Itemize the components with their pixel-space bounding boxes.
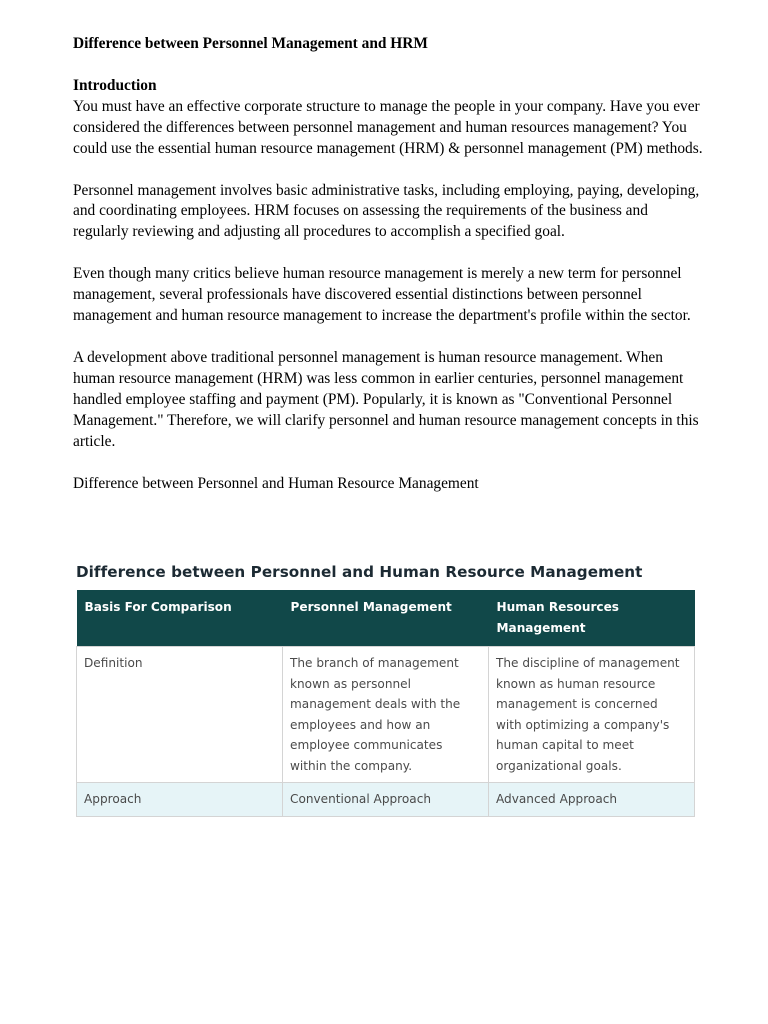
header-personnel-management: Personnel Management [283,590,489,647]
cell-definition-hrm: The discipline of management known as human resource management is concerned with optimizing a company's human capital to meet organizational goals. [489,647,695,783]
table-row-approach [77,783,695,817]
cell-approach-hrm: Advanced Approach [489,783,695,817]
figure-title: Difference between Personnel and Human Resource Management [76,563,643,581]
table-header-row [77,590,695,647]
paragraph-3: Even though many critics believe human resource management is merely a new term for personnel management, several professionals have discovered essential distinctions between personnel management and human resource management to increase the department's profile within the sector. [73,265,691,325]
cell-approach-personnel: Conventional Approach [283,783,489,817]
comparison-figure [76,559,694,817]
figure-caption: Difference between Personnel and Human Resource Management [73,474,479,492]
introduction-heading: Introduction [73,76,157,94]
cell-definition-personnel: The branch of management known as personnel management deals with the employees and how an employee communicates within the company. [283,647,489,783]
header-basis-for-comparison: Basis For Comparison [77,590,283,647]
cell-definition-basis: Definition [77,647,283,783]
paragraph-1: You must have an effective corporate structure to manage the people in your company. Have you ever considered the differences between personnel management and human resources management? You could use the essential human resource management (HRM) & personnel management (PM) methods. [73,97,703,157]
cell-approach-basis: Approach [77,783,283,817]
paragraph-2: Personnel management involves basic administrative tasks, including employing, paying, developing, and coordinating employees. HRM focuses on assessing the requirements of the business and regularly reviewing and adjusting all procedures to accomplish a specified goal. [73,181,700,241]
document-title: Difference between Personnel Management and HRM [73,35,428,52]
table-row-definition [77,647,695,783]
comparison-table [76,590,695,817]
header-human-resources-management: Human Resources Management [489,590,695,647]
paragraph-4: A development above traditional personnel management is human resource management. When human resource management (HRM) was less common in earlier centuries, personnel management handled employee staffing and payment (PM). Popularly, it is known as "Conventional Personnel Management." Therefore, we will clarify personnel and human resource management concepts in this article. [73,348,699,450]
document-body [73,34,703,494]
